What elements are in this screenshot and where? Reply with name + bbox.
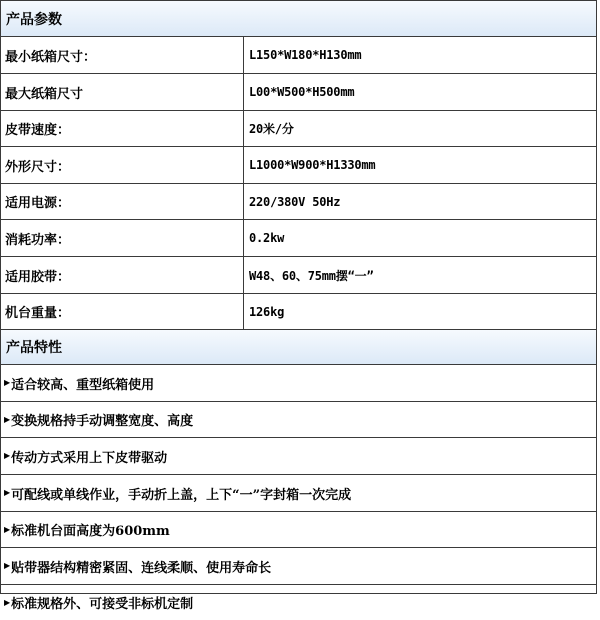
feature-text: 贴带器结构精密紧固、连线柔顺、使用寿命长 (11, 560, 272, 576)
param-value: L00*W500*H500mm (249, 85, 355, 99)
param-row-tape (1, 257, 596, 294)
bullet-arrow-icon: ▶ (4, 560, 11, 570)
param-value: 0.2kw (249, 231, 285, 245)
param-row-power-supply (1, 184, 596, 220)
bullet-arrow-icon: ▶ (4, 523, 11, 534)
param-label: 最小纸箱尺寸： (1, 37, 244, 73)
params-section-title: 产品参数 (6, 11, 62, 28)
feature-text: 传动方式采用上下皮带驱动 (11, 450, 168, 466)
feature-item (1, 585, 596, 620)
param-value: 220/380V 50Hz (249, 194, 341, 209)
param-label: 消耗功率： (1, 220, 244, 256)
param-label: 皮带速度： (1, 111, 244, 146)
bullet-arrow-icon: ▶ (4, 413, 11, 424)
param-row-belt-speed (1, 111, 596, 147)
features-section-header (1, 330, 596, 365)
param-value: W48、60、75mm摆“一” (249, 268, 374, 283)
bullet-arrow-icon: ▶ (4, 377, 11, 387)
features-section-title: 产品特性 (6, 340, 62, 356)
feature-text: 变换规格持手动调整宽度、高度 (11, 414, 194, 429)
feature-item (1, 548, 596, 585)
feature-text: 可配线或单线作业，手动折上盖，上下“一”字封箱一次完成 (11, 487, 352, 503)
param-row-power-consumption (1, 220, 596, 257)
feature-item (1, 475, 596, 512)
param-label: 机台重量： (1, 294, 244, 329)
feature-item (1, 402, 596, 438)
param-row-max-carton-size (1, 74, 596, 111)
bullet-arrow-icon: ▶ (4, 487, 11, 497)
param-value: 20米/分 (249, 122, 294, 136)
bullet-arrow-icon: ▶ (4, 596, 11, 607)
feature-text: 适合较高、重型纸箱使用 (11, 377, 155, 393)
param-row-machine-weight (1, 294, 596, 330)
param-value: L1000*W900*H1330mm (249, 158, 376, 172)
bullet-arrow-icon: ▶ (4, 450, 11, 460)
param-label: 适用电源： (1, 184, 244, 219)
param-row-overall-dimensions (1, 147, 596, 184)
param-label: 适用胶带： (1, 257, 244, 293)
feature-item (1, 438, 596, 475)
feature-text: 标准规格外、可接受非标机定制 (11, 597, 194, 612)
param-label: 外形尺寸： (1, 147, 244, 183)
params-section-header (1, 1, 596, 37)
param-value: 126kg (249, 304, 285, 319)
param-value: L150*W180*H130mm (249, 48, 362, 62)
param-row-min-carton-size (1, 37, 596, 74)
feature-item (1, 365, 596, 402)
param-label: 最大纸箱尺寸 (1, 74, 244, 110)
feature-text: 标准机台面高度为600mm (11, 524, 170, 539)
feature-item (1, 512, 596, 548)
